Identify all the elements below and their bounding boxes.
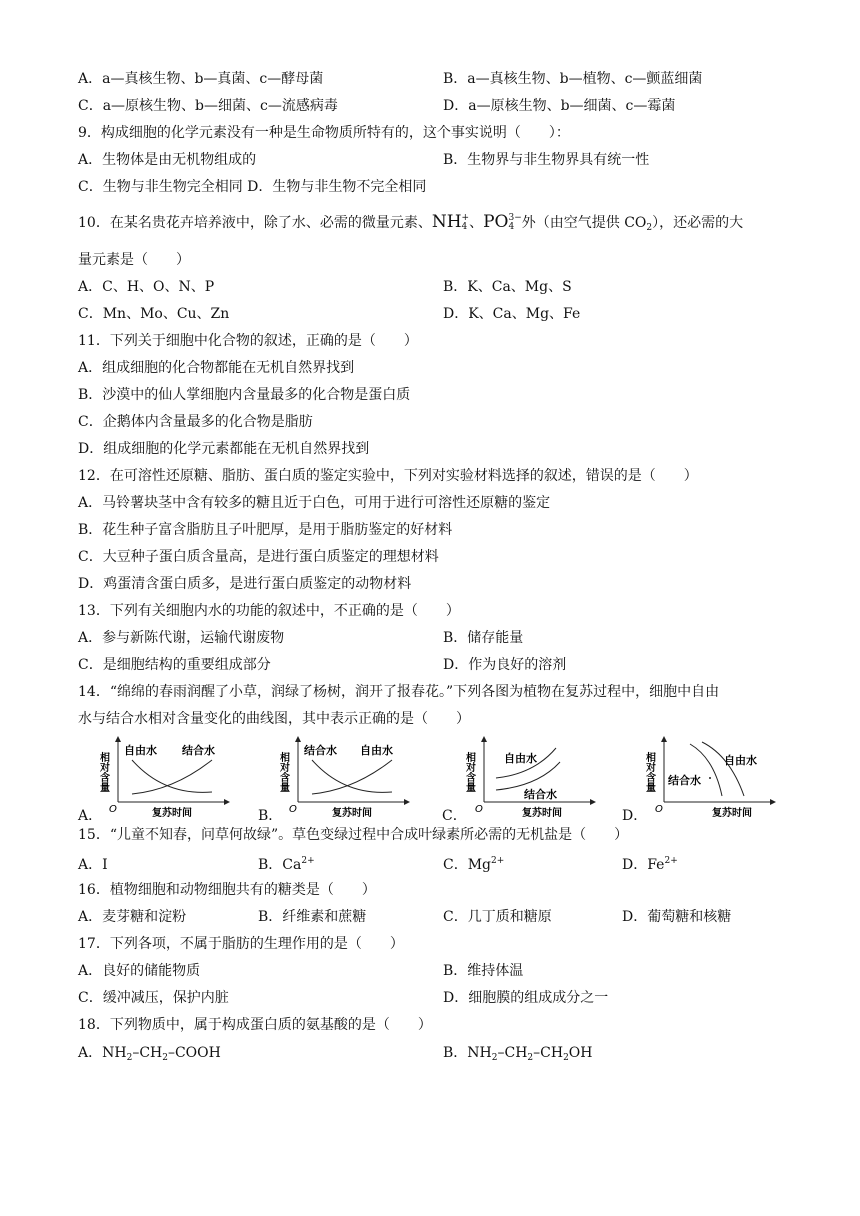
q10-option-c: C．Mn、Mo、Cu、Zn — [78, 306, 230, 322]
q10-stem-post-b: ），还必需的大 — [652, 215, 744, 231]
q14-c-xlabel: 复苏时间 — [522, 808, 562, 818]
q10-option-d: D．K、Ca、Mg、Fe — [443, 306, 581, 322]
q9-option-b: B．生物界与非生物界具有统一性 — [443, 152, 650, 168]
q8-option-b: B．a—真核生物、b—植物、c—颤蓝细菌 — [443, 71, 703, 87]
q18-b-post: –CH — [497, 1045, 528, 1061]
q14-d-free: 自由水 — [724, 754, 757, 767]
q14-a-origin: O — [109, 804, 117, 815]
q14-figure-a — [94, 734, 234, 822]
q15-option-d-sup: 2+ — [664, 856, 678, 866]
q14-stem-line1: 14．“绵绵的春雨润醒了小草，润绿了杨树，润开了报春花。”下列各图为植物在复苏过程中，细胞中自由 — [78, 684, 720, 700]
q10-stem-post-a: 外（由空气提供 CO — [521, 215, 647, 231]
q10-option-b: B．K、Ca、Mg、S — [443, 279, 572, 295]
q10-sep: 、 — [469, 215, 484, 231]
q14-c-free: 自由水 — [504, 752, 537, 765]
q18-a-sub1: 2 — [126, 1053, 133, 1063]
q15-option-b — [258, 856, 315, 874]
q8-option-d: D．a—原核生物、b—细菌、c—霉菌 — [443, 98, 676, 114]
q14-a-ylabel: 相对含量 — [97, 752, 109, 792]
q14-d-ylabel: 相对含量 — [643, 752, 655, 792]
q17-stem: 17．下列各项，不属于脂肪的生理作用的是（ ） — [78, 936, 404, 952]
q18-a-end: –COOH — [167, 1045, 221, 1061]
q10-ion-po4-sub: 4 — [508, 221, 515, 232]
q13-option-a: A．参与新陈代谢，运输代谢废物 — [78, 630, 285, 646]
q14-a-curve-bound — [132, 760, 212, 794]
q14-a-bound: 结合水 — [182, 744, 215, 757]
q18-option-a — [78, 1044, 221, 1062]
q14-a-xlabel: 复苏时间 — [152, 808, 192, 818]
q14-c-bound: 结合水 — [524, 788, 557, 801]
q11-stem: 11．下列关于细胞中化合物的叙述，正确的是（ ） — [78, 333, 418, 349]
q14-d-curve-free — [702, 742, 744, 796]
q14-stem-line2: 水与结合水相对含量变化的曲线图，其中表示正确的是（ ） — [78, 711, 470, 727]
q18-b-sub3: 2 — [563, 1053, 569, 1063]
q14-a-curve-free — [132, 760, 212, 792]
q14-b-ylabel: 相对含量 — [277, 752, 289, 792]
q14-b-bound: 结合水 — [304, 744, 337, 757]
q18-a-sub2: 2 — [162, 1053, 168, 1063]
q16-option-d: D．葡萄糖和核糖 — [622, 909, 732, 925]
q14-figure-d — [640, 734, 780, 822]
q10-ion-nh4 — [432, 213, 469, 232]
q14-c-origin: O — [475, 804, 483, 815]
q8-option-a: A．a—真核生物、b—真菌、c—酵母菌 — [78, 71, 324, 87]
q10-ion-po4-base: PO — [483, 212, 509, 232]
q13-option-b: B．储存能量 — [443, 630, 524, 646]
q14-b-origin: O — [289, 804, 297, 815]
q10-option-a: A．C、H、O、N、P — [78, 279, 215, 295]
q12-option-b: B．花生种子富含脂肪且子叶肥厚，是用于脂肪鉴定的好材料 — [78, 522, 453, 538]
q16-option-a: A．麦芽糖和淀粉 — [78, 909, 187, 925]
q10-ion-po4 — [483, 213, 522, 232]
q14-label-c: C． — [442, 808, 467, 824]
q14-c-ylabel: 相对含量 — [463, 752, 475, 792]
q16-stem: 16．植物细胞和动物细胞共有的糖类是（ ） — [78, 882, 376, 898]
q17-option-b: B．维持体温 — [443, 963, 524, 979]
q14-a-free: 自由水 — [124, 744, 157, 757]
q9-option-a: A．生物体是由无机物组成的 — [78, 152, 257, 168]
q16-option-b: B．纤维素和蔗糖 — [258, 909, 367, 925]
q18-a-post: –CH — [132, 1045, 163, 1061]
q15-option-c-sup: 2+ — [491, 856, 505, 866]
q11-option-c: C．企鹅体内含量最多的化合物是脂肪 — [78, 414, 313, 430]
q12-option-a: A．马铃薯块茎中含有较多的糖且近于白色，可用于进行可溶性还原糖的鉴定 — [78, 495, 551, 511]
q15-option-c-text: C．Mg — [443, 857, 492, 873]
q10-ion-nh4-sub: 4 — [461, 221, 468, 232]
q18-b-tail: OH — [568, 1045, 593, 1061]
q15-option-d — [622, 856, 678, 874]
q14-label-d: D． — [622, 808, 648, 824]
q10-co2-sub: 2 — [646, 223, 653, 233]
q18-b-sub1: 2 — [491, 1053, 498, 1063]
q18-b-end: –CH — [533, 1045, 564, 1061]
q15-option-b-text: B．Ca — [258, 857, 302, 873]
q17-option-d: D．细胞膜的组成成分之一 — [443, 990, 609, 1006]
q15-option-c — [443, 856, 504, 874]
q14-figure-c — [460, 734, 600, 822]
q14-b-curve-bound — [312, 760, 392, 792]
q15-stem: 15．“儿童不知春，问草何故绿”。草色变绿过程中合成叶绿素所必需的无机盐是（ ） — [78, 827, 629, 843]
q11-option-d: D．组成细胞的化学元素都能在无机自然界找到 — [78, 441, 370, 457]
q16-option-c: C．几丁质和糖原 — [443, 909, 552, 925]
q18-option-b — [443, 1044, 592, 1062]
q14-d-origin: O — [655, 804, 663, 815]
q12-stem: 12．在可溶性还原糖、脂肪、蛋白质的鉴定实验中，下列对实验材料选择的叙述，错误的是（ ） — [78, 468, 698, 484]
q12-option-c: C．大豆种子蛋白质含量高，是进行蛋白质鉴定的理想材料 — [78, 549, 439, 565]
q15-option-a: A．I — [78, 857, 108, 873]
q12-option-d: D．鸡蛋清含蛋白质多，是进行蛋白质鉴定的动物材料 — [78, 576, 412, 592]
q10-stem-pre: 10．在某名贵花卉培养液中，除了水、必需的微量元素、 — [78, 215, 432, 231]
q13-option-c: C．是细胞结构的重要组成部分 — [78, 657, 271, 673]
q14-c-curve-bound — [496, 762, 560, 790]
q15-option-b-sup: 2+ — [301, 856, 315, 866]
q17-option-a: A．良好的储能物质 — [78, 963, 201, 979]
q14-label-b: B． — [258, 808, 283, 824]
q15-option-d-text: D．Fe — [622, 857, 665, 873]
q10-ion-nh4-base: NH — [431, 212, 462, 232]
q14-b-free: 自由水 — [360, 744, 393, 757]
q14-b-curve-free — [312, 760, 392, 794]
q10-stem — [78, 213, 743, 232]
q17-option-c: C．缓冲减压，保护内脏 — [78, 990, 229, 1006]
q14-figure-b — [274, 734, 414, 822]
q14-b-xlabel: 复苏时间 — [332, 808, 372, 818]
q9-stem: 9．构成细胞的化学元素没有一种是生命物质所特有的，这个事实说明（ ）： — [78, 125, 570, 141]
q11-option-b: B．沙漠中的仙人掌细胞内含量最多的化合物是蛋白质 — [78, 387, 411, 403]
q14-d-xlabel: 复苏时间 — [712, 808, 752, 818]
q18-b-sub2: 2 — [527, 1053, 534, 1063]
q18-stem: 18．下列物质中，属于构成蛋白质的氨基酸的是（ ） — [78, 1017, 432, 1033]
q13-stem: 13．下列有关细胞内水的功能的叙述中，不正确的是（ ） — [78, 603, 460, 619]
q11-option-a: A．组成细胞的化合物都能在无机自然界找到 — [78, 360, 355, 376]
q14-d-bound: 结合水 — [668, 774, 701, 787]
q18-a-pre: A．NH — [78, 1045, 127, 1061]
q10-ion-po4-sup: 3− — [508, 212, 522, 223]
q14-label-a: A． — [78, 808, 103, 824]
q10-stem-line2: 量元素是（ ） — [78, 252, 190, 268]
q10-ion-nh4-sup: + — [461, 212, 470, 223]
q13-option-d: D．作为良好的溶剂 — [443, 657, 567, 673]
q9-option-cd: C．生物与非生物完全相同 D．生物与非生物不完全相同 — [78, 179, 427, 195]
q8-option-c: C．a—原核生物、b—细菌、c—流感病毒 — [78, 98, 338, 114]
q18-b-pre: B．NH — [443, 1045, 492, 1061]
